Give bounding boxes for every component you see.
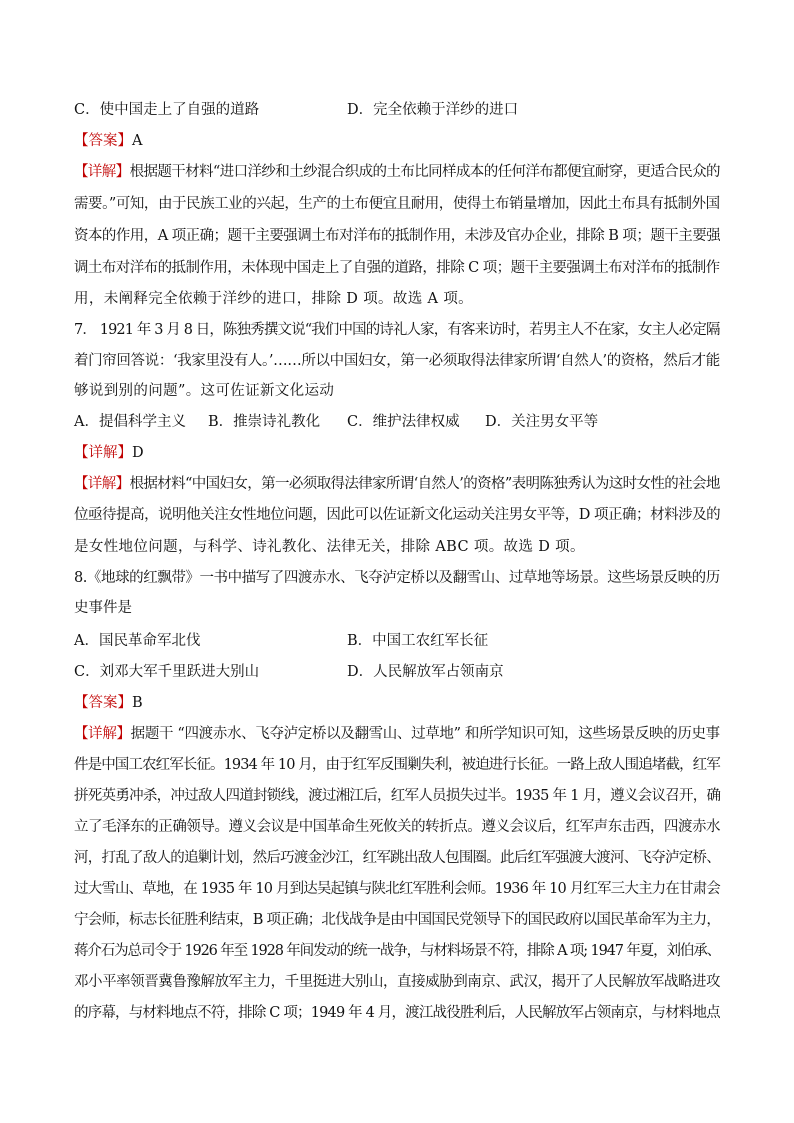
q6-detail-line: 资本的作用，A 项正确；题干主要强调土布对洋布的抵制作用，未涉及官办企业，排除 B 项；题干主要强: [74, 228, 721, 244]
q7-option-b: B．推崇诗礼教化: [208, 414, 321, 430]
q8-detail-line: 宁会师，标志长征胜利结束，B 项正确；北伐战争是由中国国民党领导下的国民政府以国民革命军为主力，: [74, 912, 721, 928]
answer-label: 【答案】: [74, 695, 132, 711]
q6-option-d: D．完全依赖于洋纱的进口: [347, 102, 519, 118]
q8-detail-line: [74, 724, 720, 744]
q7-option-c: C．维护法律权威: [347, 414, 460, 430]
detail-label: 【详解】: [74, 726, 131, 742]
q8-stem-line: 史事件是: [74, 600, 132, 616]
q7-detail-answer: [74, 443, 144, 463]
q6-detail-line: 调土布对洋布的抵制作用，未体现中国走上了自强的道路，排除 C 项；题干主要强调土布对洋布的抵制作: [74, 260, 720, 276]
q8-option-a: A．国民革命军北伐: [74, 633, 201, 649]
q7-detail-line: 是女性地位问题，与科学、诗礼教化、法律无关，排除 ABC 项。故选 D 项。: [74, 539, 585, 555]
answer-value: D: [132, 445, 144, 461]
detail-label: 【详解】: [74, 476, 130, 492]
q6-answer: [74, 131, 142, 151]
q8-detail-line: 的序幕，与材料地点不符，排除 C 项；1949 年 4 月，渡江战役胜利后，人民解放军占领南京，与材料地点: [74, 1005, 720, 1021]
q8-option-c: C．刘邓大军千里跃进大别山: [74, 664, 260, 680]
q8-detail-line: 过大雪山、草地，在 1935 年 10 月到达吴起镇与陕北红军胜利会师。1936 年 10 月红军三大主力在甘肃会: [74, 881, 720, 897]
detail-label: 【详解】: [74, 445, 132, 461]
q6-option-c: C．使中国走上了自强的道路: [74, 102, 260, 118]
q8-stem-line: 8.《地球的红飘带》一书中描写了四渡赤水、飞夺泸定桥以及翻雪山、过草地等场景。这些场景反映的历: [74, 570, 720, 586]
q8-detail-line: 蒋介石为总司令于 1926 年至 1928 年间发动的统一战争，与材料场景不符，排除 A 项; 1947 年夏，刘伯承、: [74, 943, 720, 959]
q6-detail-line: [74, 162, 720, 182]
q7-stem-line: 7． 1921 年 3 月 8 日，陈独秀撰文说“我们中国的诗礼人家，有客来访时，若男主人不在家，女主人必定隔: [74, 322, 720, 338]
q8-detail-line: 立了毛泽东的正确领导。遵义会议是中国革命生死攸关的转折点。遵义会议后，红军声东击西，四渡赤水: [74, 819, 721, 835]
q8-option-d: D．人民解放军占领南京: [347, 664, 504, 680]
q8-detail-line: 河，打乱了敌人的追剿计划，然后巧渡金沙江，红军跳出敌人包围圈。此后红军强渡大渡河、飞夺泸定桥、: [74, 850, 720, 866]
answer-value: B: [132, 695, 143, 711]
q7-option-a: A．提倡科学主义: [74, 414, 186, 430]
q7-detail-line: [74, 474, 720, 494]
answer-label: 【答案】: [74, 133, 132, 149]
detail-label: 【详解】: [74, 164, 130, 180]
q7-option-d: D．关注男女平等: [485, 414, 599, 430]
q7-stem-line: 着门帘回答说：‘我家里没有人。’……所以中国妇女，第一必须取得法律家所谓‘自然人’的资格，然后才能: [74, 353, 720, 369]
q8-detail-line: 拼死英勇冲杀，冲过敌人四道封锁线，渡过湘江后，红军人员损失过半。1935 年 1 月，遵义会议召开，确: [74, 788, 721, 804]
detail-text: 根据题干材料“进口洋纱和土纱混合织成的土布比同样成本的任何洋布都便宜耐穿，更适合民众的: [129, 164, 720, 180]
detail-text: 根据材料“中国妇女，第一必须取得法律家所谓‘自然人’的资格”表明陈独秀认为这时女性的社会地: [129, 476, 720, 492]
detail-text: 据题干 “四渡赤水、飞夺泸定桥以及翻雪山、过草地” 和所学知识可知，这些场景反映的历史事: [130, 726, 720, 742]
q8-detail-line: 件是中国工农红军长征。1934 年 10 月，由于红军反围剿失利，被迫进行长征。一路上敌人围追堵截，红军: [74, 757, 720, 773]
q8-answer: [74, 693, 143, 713]
answer-value: A: [132, 133, 143, 149]
q6-detail-line: 用，未阐释完全依赖于洋纱的进口，排除 D 项。故选 A 项。: [74, 291, 474, 307]
q7-detail-line: 位亟待提高，说明他关注女性地位问题，因此可以佐证新文化运动关注男女平等，D 项正确；材料涉及的: [74, 507, 721, 523]
q6-detail-line: 需要。”可知，由于民族工业的兴起，生产的土布便宜且耐用，使得土布销量增加，因此土布具有抵制外国: [74, 196, 720, 212]
q7-stem-line: 够说到别的问题”。这可佐证新文化运动: [74, 383, 335, 399]
q8-option-b: B．中国工农红军长征: [347, 633, 489, 649]
q8-detail-line: 邓小平率领晋冀鲁豫解放军主力，千里挺进大别山，直接威胁到南京、武汉，揭开了人民解放军战略进攻: [74, 974, 721, 990]
